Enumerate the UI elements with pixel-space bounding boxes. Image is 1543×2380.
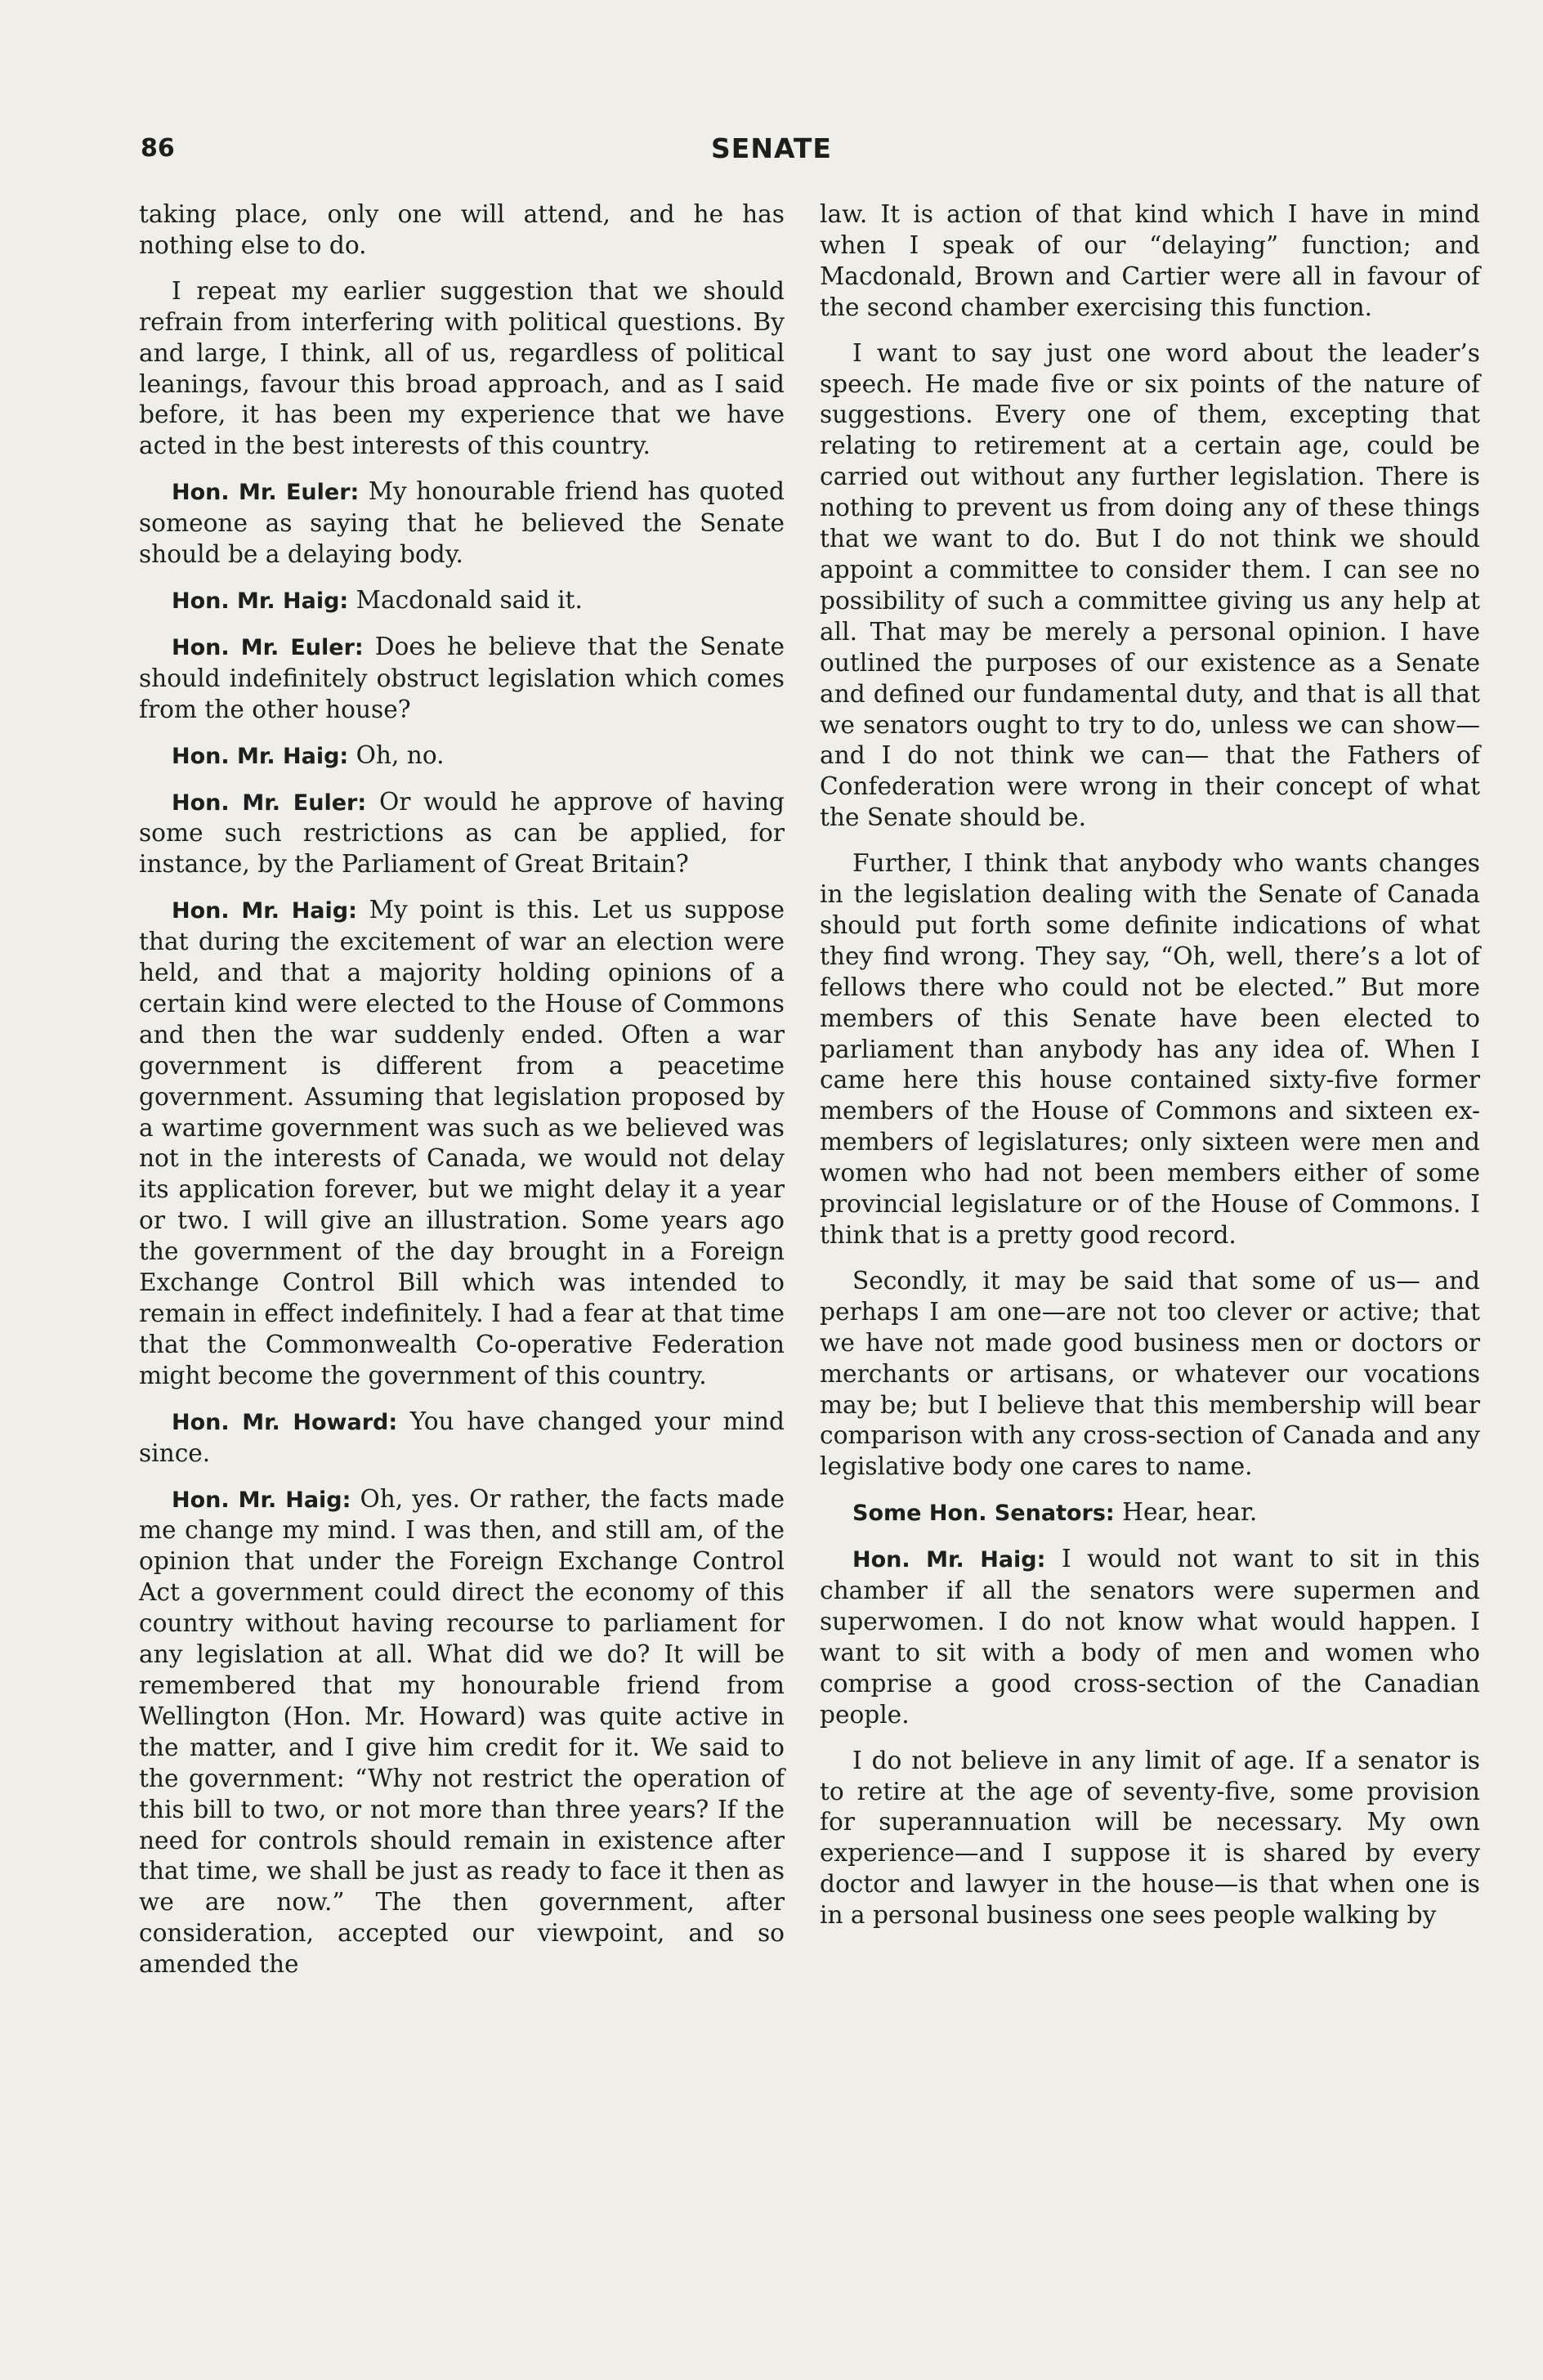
paragraph-text: I repeat my earlier suggestion that we should refrain from interfering with political questions. By and large, I think, all of us, regardless of political leanings, favour this broad approach, and as I said before, it has been my experience that we have acted in the best interests of this country. — [139, 276, 785, 460]
paragraph-text: I would not want to sit in this chamber if all the senators were supermen and superwomen. I do not know what would happen. I want to sit with a body of men and women who comprise a good cross-section of the Canadian people. — [820, 1545, 1480, 1729]
paragraph — [139, 199, 785, 262]
page-number: 86 — [141, 134, 175, 163]
paragraph — [139, 1484, 785, 1981]
paragraph-text: Hear, hear. — [1122, 1498, 1258, 1527]
speaker-name: Some Hon. Senators: — [852, 1501, 1115, 1527]
speaker-name: Hon. Mr. Haig: — [172, 588, 349, 614]
paragraph-text: Secondly, it may be said that some of us— and perhaps I am one—are not too clever or active; that we have not made good business men or doctors or merchants or artisans, or whatever our vocations may be; but I believe that this membership will bear comparison with any cross-section of Canada and any legislative body one cares to name. — [820, 1266, 1480, 1481]
paragraph — [820, 338, 1480, 834]
paragraph-text: Oh, no. — [356, 740, 445, 769]
paragraph — [139, 476, 785, 570]
paragraph-text: Does he believe that the Senate should indefinitely obstruct legislation which comes from the other house? — [139, 632, 785, 723]
speaker-name: Hon. Mr. Haig: — [852, 1547, 1046, 1573]
paragraph-text: You have changed your mind since. — [139, 1407, 785, 1467]
paragraph — [139, 1407, 785, 1470]
paragraph — [139, 276, 785, 462]
running-head: SENATE — [711, 132, 832, 164]
speaker-name: Hon. Mr. Euler: — [172, 634, 364, 660]
paragraph — [820, 1544, 1480, 1730]
paragraph — [139, 740, 785, 772]
paragraph — [139, 585, 785, 617]
speaker-name: Hon. Mr. Haig: — [172, 1487, 351, 1513]
paragraph — [820, 199, 1480, 324]
speaker-name: Hon. Mr. Euler: — [172, 790, 367, 816]
paragraph-text: Further, I think that anybody who wants changes in the legislation dealing with the Senate of Canada should put forth some definite indications of what they find wrong. They say, “Oh, well, there’s a lot of fellows there who could not be elected.” But more members of this Senate have been elected to parliament than anybody has any idea of. When I came here this house contained sixty-five former members of the House of Commons and sixteen ex-members of legislatures; only sixteen were men and women who had not been members either of some provincial legislature or of the House of Commons. I think that is a pretty good record. — [820, 849, 1480, 1249]
paragraph — [820, 1497, 1480, 1529]
paragraph-text: Or would he approve of having some such restrictions as can be applied, for instance, by the Parliament of Great Britain? — [139, 787, 785, 879]
paragraph-text: taking place, only one will attend, and he has nothing else to do. — [139, 200, 785, 259]
paragraph-text: law. It is action of that kind which I have in mind when I speak of our “delaying” function; and Macdonald, Brown and Cartier were all in favour of the second chamber exercising this function. — [820, 200, 1480, 321]
paragraph-text: Oh, yes. Or rather, the facts made me change my mind. I was then, and still am, of the opinion that under the Foreign Exchange Control Act a government could direct the economy of this country without having recourse to parliament for any legislation at all. What did we do? It will be remembered that my honourable friend from Wellington (Hon. Mr. Howard) was quite active in the matter, and I give him credit for it. We said to the government: “Why not restrict the operation of this bill to two, or not more than three years? If the need for controls should remain in existence after that time, we shall be just as ready to face it then as we are now.” The then government, after consideration, accepted our viewpoint, and so amended the — [139, 1484, 785, 1979]
speaker-name: Hon. Mr. Haig: — [172, 898, 357, 924]
speaker-name: Hon. Mr. Euler: — [172, 480, 360, 506]
left-column — [139, 199, 785, 1995]
speaker-name: Hon. Mr. Howard: — [172, 1409, 398, 1435]
paragraph — [820, 848, 1480, 1251]
paragraph-text: My honourable friend has quoted someone as saying that he believed the Senate should be a delaying body. — [139, 477, 785, 569]
paragraph — [820, 1266, 1480, 1483]
paragraph-text: I want to say just one word about the leader’s speech. He made five or six points of the nature of suggestions. Every one of them, excepting that relating to retirement at a certain age, could be carried out without any further legislation. There is nothing to prevent us from doing any of these things that we want to do. But I do not think we should appoint a committee to consider them. I can see no possibility of such a committee giving us any help at all. That may be merely a personal opinion. I have outlined the purposes of our existence as a Senate and defined our fundamental duty, and that is all that we senators ought to try to do, unless we can show—and I do not think we can— that the Fathers of Confederation were wrong in their concept of what the Senate should be. — [820, 338, 1480, 832]
paragraph — [139, 632, 785, 726]
paragraph — [139, 787, 785, 881]
paragraph-text: My point is this. Let us suppose that during the excitement of war an election were held, and that a majority holding opinions of a certain kind were elected to the House of Commons and then the war suddenly ended. Often a war government is different from a peacetime government. Assuming that legislation proposed by a wartime government was such as we believed was not in the interests of Canada, we would not delay its application forever, but we might delay it a year or two. I will give an illustration. Some years ago the government of the day brought in a Foreign Exchange Control Bill which was intended to remain in effect indefinitely. I had a fear at that time that the Commonwealth Co-operative Federation might become the government of this country. — [139, 896, 785, 1389]
paragraph — [820, 1746, 1480, 1931]
paragraph-text: I do not believe in any limit of age. If a senator is to retire at the age of seventy-five, some provision for superannuation will be necessary. My own experience—and I suppose it is shared by every doctor and lawyer in the house—is that when one is in a personal business one sees people walking by — [820, 1746, 1480, 1930]
paragraph-text: Macdonald said it. — [356, 585, 583, 614]
speaker-name: Hon. Mr. Haig: — [172, 743, 349, 769]
paragraph — [139, 895, 785, 1392]
right-column — [820, 199, 1480, 1946]
